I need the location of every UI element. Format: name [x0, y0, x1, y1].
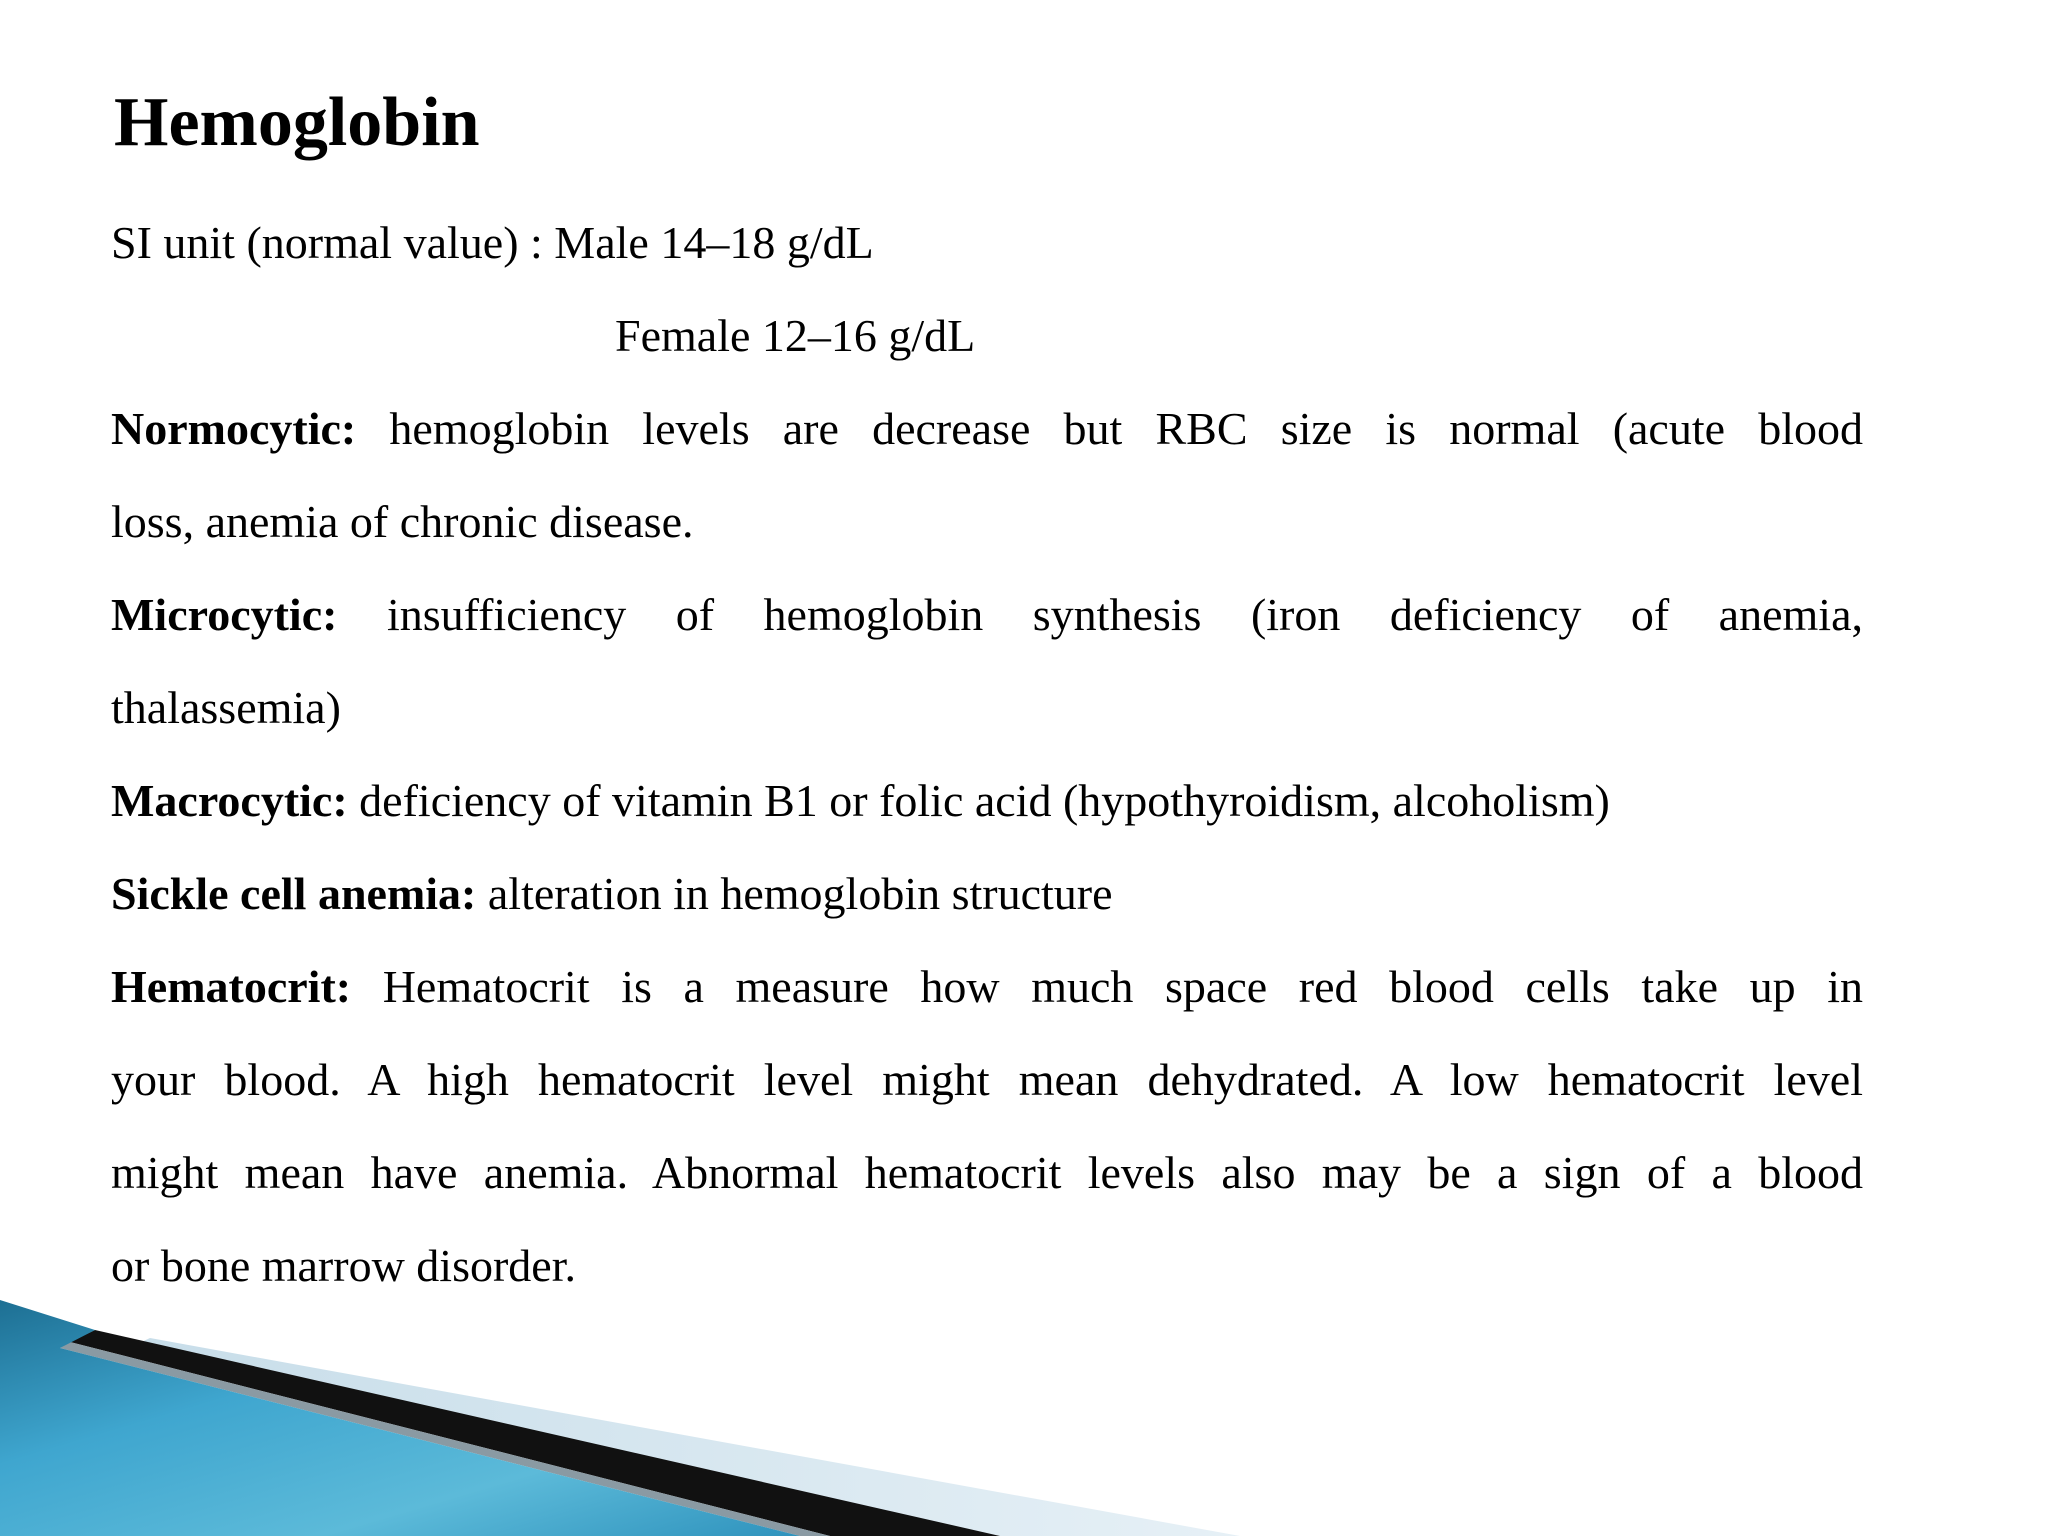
- si-unit-label: SI unit (normal value) :: [111, 217, 555, 268]
- si-unit-line: [111, 196, 1863, 289]
- macrocytic-term: Macrocytic:: [111, 775, 348, 826]
- microcytic-text-2: thalassemia): [111, 682, 341, 733]
- microcytic-term: Microcytic:: [111, 589, 338, 640]
- sickle-line: [111, 847, 1863, 940]
- si-unit-female-line: [111, 289, 1863, 382]
- hematocrit-text-1: Hematocrit is a measure how much space red blood cells take up in: [351, 961, 1863, 1012]
- slide-corner-decoration: [0, 1290, 2048, 1536]
- hematocrit-text-4: or bone marrow disorder.: [111, 1240, 576, 1291]
- sickle-text: alteration in hemoglobin structure: [476, 868, 1113, 919]
- slide-title: Hemoglobin: [114, 84, 480, 161]
- normocytic-text-2: loss, anemia of chronic disease.: [111, 496, 694, 547]
- slide-body: [111, 196, 1863, 1312]
- normocytic-text-1: hemoglobin levels are decrease but RBC size is normal (acute blood: [356, 403, 1863, 454]
- hematocrit-line-3: [111, 1126, 1863, 1219]
- microcytic-text-1: insufficiency of hemoglobin synthesis (iron deficiency of anemia,: [337, 589, 1863, 640]
- normocytic-line-2: [111, 475, 1863, 568]
- hematocrit-term: Hematocrit:: [111, 961, 352, 1012]
- hematocrit-line-1: [111, 940, 1863, 1033]
- macrocytic-line: [111, 754, 1863, 847]
- si-unit-male: Male 14–18 g/dL: [554, 217, 874, 268]
- normocytic-line-1: [111, 382, 1863, 475]
- microcytic-line-1: [111, 568, 1863, 661]
- hematocrit-text-3: might mean have anemia. Abnormal hematocrit levels also may be a sign of a blood: [111, 1147, 1863, 1198]
- normocytic-term: Normocytic:: [111, 403, 357, 454]
- microcytic-line-2: [111, 661, 1863, 754]
- hematocrit-line-2: [111, 1033, 1863, 1126]
- si-unit-female: Female 12–16 g/dL: [615, 310, 976, 361]
- macrocytic-text: deficiency of vitamin B1 or folic acid (hypothyroidism, alcoholism): [347, 775, 1610, 826]
- sickle-term: Sickle cell anemia:: [111, 868, 477, 919]
- hematocrit-text-2: your blood. A high hematocrit level might mean dehydrated. A low hematocrit level: [111, 1054, 1863, 1105]
